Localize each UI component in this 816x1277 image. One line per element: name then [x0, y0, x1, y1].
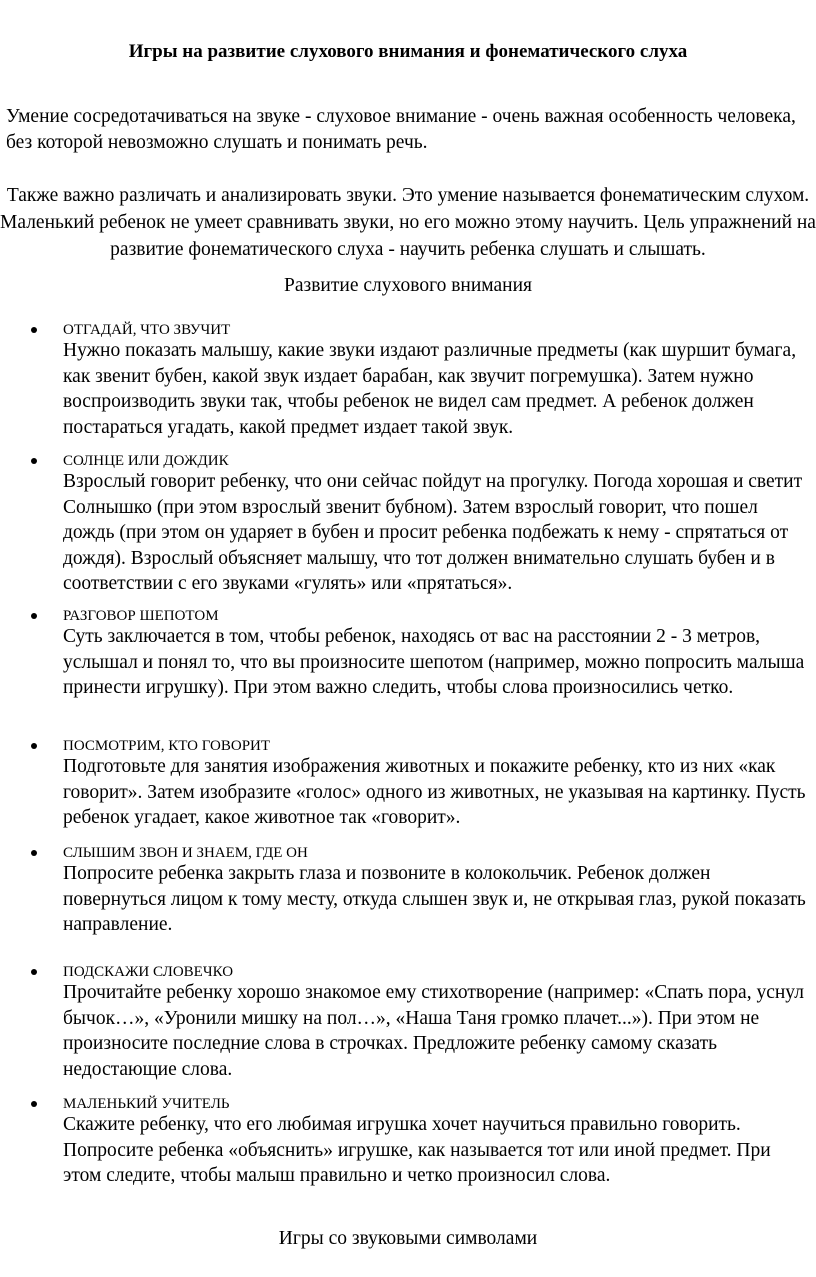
game-description: Подготовьте для занятия изображения животных и покажите ребенку, кто из них «как говорит». Затем изобразите «голос» одного из животных, не указывая на картинку. Пусть ребенок угадает, какое животное так «говорит».	[63, 756, 806, 828]
bullet-icon	[31, 458, 37, 464]
bullet-icon	[31, 613, 37, 619]
page-title: Игры на развитие слухового внимания и фонематического слуха	[128, 41, 688, 62]
game-description: Попросите ребенка закрыть глаза и позвоните в колокольчик. Ребенок должен повернуться лицом к тому месту, откуда слышен звук и, не открывая глаз, рукой показать направление.	[63, 863, 806, 935]
bullet-icon	[31, 1101, 37, 1107]
intro-paragraph-2: Также важно различать и анализировать звуки. Это умение называется фонематическим слухом. Маленький ребенок не умеет сравнивать звуки, но его можно этому научить. Цель упражнений на развитие фонематического слуха - научить ребенка слушать и слышать.	[0, 185, 816, 260]
game-description: Нужно показать малышу, какие звуки издают различные предметы (как шуршит бумага, как звенит бубен, какой звук издает барабан, как звучит погремушка). Затем нужно воспроизводить звуки так, чтобы ребенок не видел сам предмет. А ребенок должен постараться угадать, какой предмет издает такой звук.	[63, 340, 797, 438]
game-description: Взрослый говорит ребенку, что они сейчас пойдут на прогулку. Погода хорошая и светит Солнышко (при этом взрослый звенит бубном). Затем взрослый говорит, что пошел дождь (при этом он ударяет в бубен и просит ребенка подбежать к нему - спрятаться от дождя). Взрослый объясняет малышу, что тот должен внимательно слушать бубен и в соответствии с его звуками «гулять» или «прятаться».	[63, 471, 803, 594]
game-description: Суть заключается в том, чтобы ребенок, находясь от вас на расстоянии 2 - 3 метров, услышал и понял то, что вы произносите шепотом (например, можно попросить малыша принести игрушку). При этом важно следить, чтобы слова произносились четко.	[63, 626, 805, 698]
section-title-auditory-attention: Развитие слухового внимания	[284, 275, 532, 296]
bullet-icon	[31, 743, 37, 749]
intro-paragraph: Умение сосредотачиваться на звуке - слуховое внимание - очень важная особенность человека, без которой невозможно слушать и понимать речь.	[6, 106, 796, 153]
game-title: ПОДСКАЖИ СЛОВЕЧКО	[63, 964, 234, 980]
bullet-icon	[31, 850, 37, 856]
game-title: СОЛНЦЕ ИЛИ ДОЖДИК	[63, 453, 229, 469]
game-title: ОТГАДАЙ, ЧТО ЗВУЧИТ	[63, 322, 231, 338]
game-description: Скажите ребенку, что его любимая игрушка хочет научиться правильно говорить. Попросите ребенка «объяснить» игрушке, как называется тот или иной предмет. При этом следите, чтобы малыш правильно и четко произносил слова.	[63, 1114, 771, 1186]
game-title: МАЛЕНЬКИЙ УЧИТЕЛЬ	[63, 1096, 230, 1112]
section-title-sound-symbols: Игры со звуковыми символами	[278, 1228, 538, 1249]
game-title: СЛЫШИМ ЗВОН И ЗНАЕМ, ГДЕ ОН	[63, 845, 308, 861]
game-title: ПОСМОТРИМ, КТО ГОВОРИТ	[63, 738, 271, 754]
game-description: Прочитайте ребенку хорошо знакомое ему стихотворение (например: «Спать пора, уснул бычок…», «Уронили мишку на пол…», «Наша Таня громко плачет...»). При этом не произносите последние слова в строчках. Предложите ребенку самому сказать недостающие слова.	[63, 982, 804, 1080]
game-title: РАЗГОВОР ШЕПОТОМ	[63, 608, 219, 624]
bullet-icon	[31, 327, 37, 333]
bullet-icon	[31, 969, 37, 975]
